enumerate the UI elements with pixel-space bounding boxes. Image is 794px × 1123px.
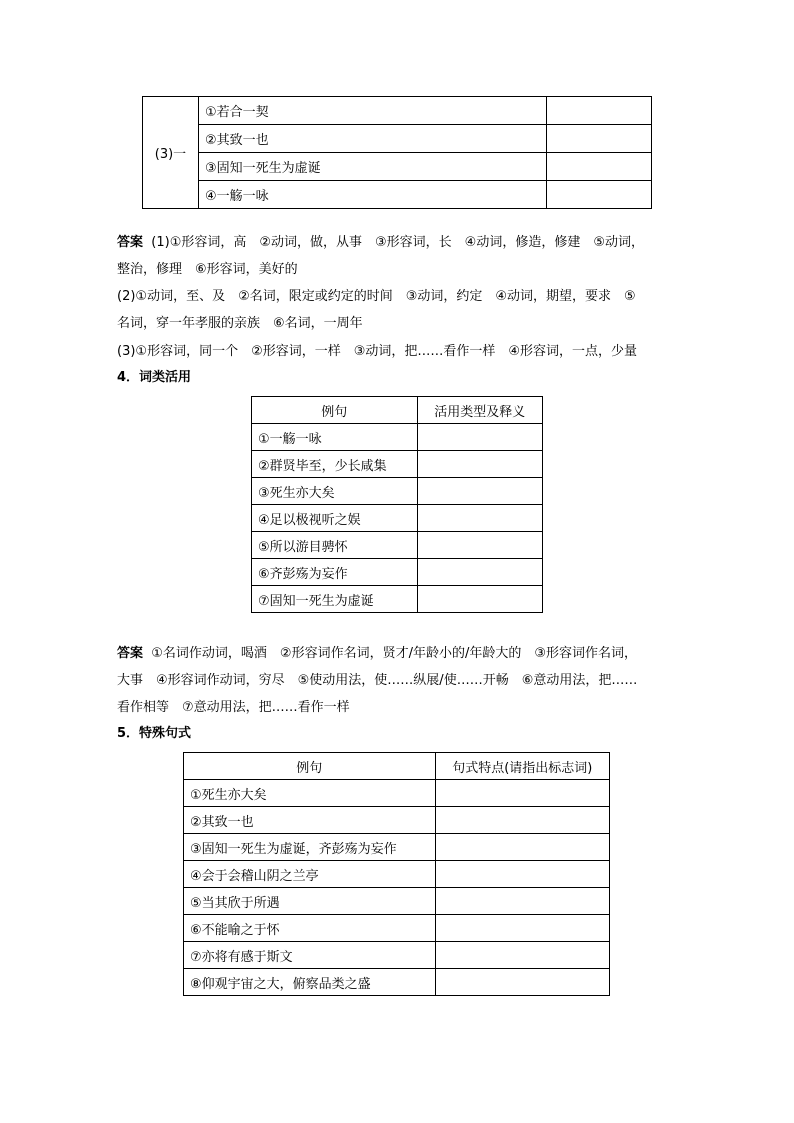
group-label: (3)一 [143,97,199,209]
table-row [252,586,543,613]
example-cell: ⑦固知一死生为虚诞 [252,586,418,613]
table-row [143,181,652,209]
answer-blank-cell[interactable] [547,125,652,153]
answer-blank-cell[interactable] [435,780,609,807]
example-cell: ④一觞一咏 [198,181,546,209]
example-cell: ⑧仰观宇宙之大，俯察品类之盛 [184,969,436,996]
example-cell: ②群贤毕至，少长咸集 [252,451,418,478]
answer-blank-cell[interactable] [435,861,609,888]
word-meaning-table-yi [142,96,652,209]
answer-line: 名词，穿一年孝服的亲族 ⑥名词，一周年 [117,316,363,331]
answer-text: (1)①形容词，高 ②动词，做，从事 ③形容词，长 ④动词，修造，修建 ⑤动词， [151,235,644,250]
answer-blank-cell[interactable] [435,942,609,969]
table-row [184,888,610,915]
example-cell: ③死生亦大矣 [252,478,418,505]
answer-blank-cell[interactable] [435,807,609,834]
example-cell: ⑤当其欣于所遇 [184,888,436,915]
example-cell: ⑤所以游目骋怀 [252,532,418,559]
answer-line [117,229,677,256]
section-heading: 5．特殊句式 [117,726,192,741]
example-cell: ⑦亦将有感于斯文 [184,942,436,969]
answer-line: 整治，修理 ⑥形容词，美好的 [117,262,298,277]
table-row [184,780,610,807]
table-header-row [252,397,543,424]
example-cell: ①若合一契 [198,97,546,125]
table-row [184,834,610,861]
answer-blank-cell[interactable] [435,969,609,996]
answer-blank-cell[interactable] [417,532,542,559]
table-row [184,942,610,969]
answer-label: 答案 [117,235,144,250]
column-header: 例句 [252,397,418,424]
column-header: 活用类型及释义 [417,397,542,424]
example-cell: ⑥不能喻之于怀 [184,915,436,942]
table-row [143,125,652,153]
answer-blank-cell[interactable] [547,181,652,209]
table-row [143,153,652,181]
answer-line [117,640,677,667]
answer-blank-cell[interactable] [417,478,542,505]
table-row [252,451,543,478]
column-header: 句式特点(请指出标志词) [435,753,609,780]
answer-label: 答案 [117,646,144,661]
special-sentence-table [183,752,610,996]
example-cell: ①一觞一咏 [252,424,418,451]
example-cell: ①死生亦大矣 [184,780,436,807]
table-row [184,861,610,888]
table-row [184,807,610,834]
answer-line: 看作相等 ⑦意动用法，把……看作一样 [117,700,350,715]
table-header-row [184,753,610,780]
answer-blank-cell[interactable] [435,888,609,915]
word-class-table [251,396,543,613]
answer-blank-cell[interactable] [547,153,652,181]
example-cell: ⑥齐彭殇为妄作 [252,559,418,586]
answer-blank-cell[interactable] [417,586,542,613]
answer-text: ①名词作动词，喝酒 ②形容词作名词，贤才/年龄小的/年龄大的 ③形容词作名词， [151,646,638,661]
table-row [184,969,610,996]
answer-blank-cell[interactable] [417,451,542,478]
table-row [252,478,543,505]
answer-line: 大事 ④形容词作动词，穷尽 ⑤使动用法，使……纵展/使……开畅 ⑥意动用法，把…… [117,673,638,688]
answer-blank-cell[interactable] [547,97,652,125]
answer-blank-cell[interactable] [417,424,542,451]
table-row [252,505,543,532]
answer-blank-cell[interactable] [417,559,542,586]
answer-blank-cell[interactable] [435,834,609,861]
table-row [252,559,543,586]
table-row [252,424,543,451]
example-cell: ④会于会稽山阴之兰亭 [184,861,436,888]
answer-blank-cell[interactable] [435,915,609,942]
column-header: 例句 [184,753,436,780]
example-cell: ②其致一也 [198,125,546,153]
table-row [252,532,543,559]
example-cell: ②其致一也 [184,807,436,834]
example-cell: ③固知一死生为虚诞，齐彭殇为妄作 [184,834,436,861]
table-row [184,915,610,942]
example-cell: ③固知一死生为虚诞 [198,153,546,181]
answer-line: (2)①动词，至、及 ②名词，限定或约定的时间 ③动词，约定 ④动词，期望，要求 ⑤ [117,289,636,304]
example-cell: ④足以极视听之娱 [252,505,418,532]
section-heading: 4．词类活用 [117,370,192,385]
answer-line: (3)①形容词，同一个 ②形容词，一样 ③动词，把……看作一样 ④形容词，一点，少量 [117,344,638,359]
answer-blank-cell[interactable] [417,505,542,532]
table-row [143,97,652,125]
